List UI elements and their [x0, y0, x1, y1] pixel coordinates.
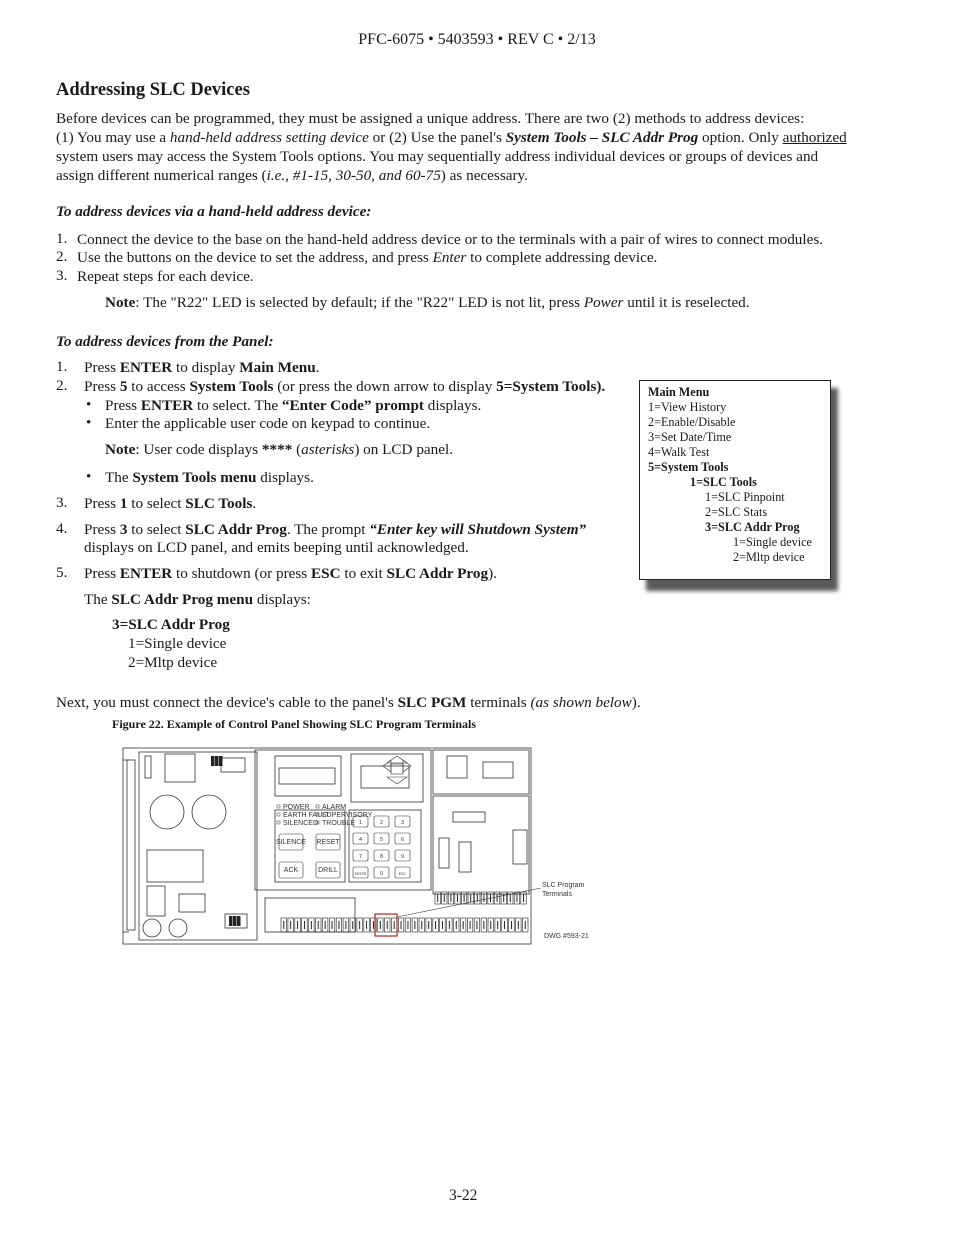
handheld-step-2-number: 2. [56, 248, 68, 265]
intro-line-4: assign different numerical ranges (i.e., #1-15, 30-50, and 60-75) as necessary. [56, 167, 528, 184]
keypad-key-label: 9 [400, 854, 405, 860]
bullet-2: • [86, 414, 92, 431]
keypad-key-label: 4 [358, 837, 363, 843]
menu-item: 1=View History [648, 400, 727, 414]
panel-step-4: Press 3 to select SLC Addr Prog. The prompt “Enter key will Shutdown System” [84, 521, 587, 538]
panel-step-5: Press ENTER to shutdown (or press ESC to exit SLC Addr Prog). [84, 565, 497, 582]
callout-label-2: Terminals [542, 891, 572, 898]
document-header: PFC-6075 • 5403593 • REV C • 2/13 [358, 31, 596, 48]
terminal [211, 756, 215, 766]
keypad-key-label: 2 [379, 820, 384, 826]
reset-key-label: RESET [316, 839, 340, 846]
menu-item: 1=Single device [733, 535, 812, 549]
keypad-key-label: ENTER [354, 872, 367, 876]
handheld-step-1: Connect the device to the base on the hand-held address device or to the terminals with a pair of wires to connect modules. [77, 231, 824, 248]
ack-key-label: ACK [283, 867, 299, 874]
handheld-step-3: Repeat steps for each device. [77, 268, 254, 285]
submenu-item-2: 2=Mltp device [128, 654, 218, 671]
keypad-key-label: ESC [398, 872, 407, 876]
panel-step-2-number: 2. [56, 377, 68, 394]
menu-item: 2=SLC Stats [705, 505, 768, 519]
panel-note: Note: User code displays **** (asterisks) on LCD panel. [105, 441, 454, 458]
menu-item: 1=SLC Tools [690, 475, 757, 489]
panel-outline [123, 748, 531, 944]
menu-item: 3=SLC Addr Prog [705, 520, 800, 534]
handheld-heading: To address devices via a hand-held address device: [56, 203, 372, 220]
led-label-alarm: ALARM [322, 804, 347, 811]
intro-line-2: (1) You may use a hand-held address setting device or (2) Use the panel's System Tools – SLC Addr Prog option. Only authorized [56, 129, 847, 146]
panel-bullet-3: The System Tools menu displays. [105, 469, 314, 486]
terminal [229, 916, 233, 926]
panel-step-1-number: 1. [56, 358, 68, 375]
panel-step-4-number: 4. [56, 520, 68, 537]
menu-item: 1=SLC Pinpoint [705, 490, 785, 504]
arrow-pad-drawing [383, 756, 411, 784]
handheld-step-1-number: 1. [56, 230, 68, 247]
keypad-key-label: 7 [358, 854, 363, 860]
keypad-key-label: 5 [379, 837, 384, 843]
submenu-item-1: 1=Single device [128, 635, 227, 652]
panel-step-4-cont: displays on LCD panel, and emits beeping until acknowledged. [84, 539, 469, 556]
terminal-strip [281, 918, 528, 932]
terminal [233, 916, 237, 926]
submenu-title: 3=SLC Addr Prog [112, 616, 230, 633]
bullet-3: • [86, 468, 92, 485]
bullet-1: • [86, 396, 92, 413]
terminal [215, 756, 219, 766]
panel-step-2: Press 5 to access System Tools (or press the down arrow to display 5=System Tools). [84, 378, 606, 395]
terminal [219, 756, 223, 766]
panel-step-1: Press ENTER to display Main Menu. [84, 359, 320, 376]
led-label-power: POWER [283, 804, 310, 811]
section-title: Addressing SLC Devices [56, 80, 250, 100]
menu-item: 2=Enable/Disable [648, 415, 736, 429]
menu-title: Main Menu [648, 385, 710, 399]
menu-item: 4=Walk Test [648, 445, 710, 459]
main-menu-box [639, 380, 831, 580]
menu-item: 3=Set Date/Time [648, 430, 732, 444]
drawing-number: DWG #593-21 [544, 933, 589, 940]
intro-paragraph [56, 109, 896, 185]
terminal [237, 916, 241, 926]
panel-bullet-1: Press ENTER to select. The “Enter Code” prompt displays. [105, 397, 482, 414]
led-label-supervisory: SUPERVISORY [322, 812, 373, 819]
next-paragraph: Next, you must connect the device's cable to the panel's SLC PGM terminals (as shown below). [56, 694, 641, 711]
panel-step-3-number: 3. [56, 494, 68, 511]
page-number: 3-22 [449, 1187, 478, 1204]
keypad-key-label: 1 [358, 820, 363, 826]
menu-item: 2=Mltp device [733, 550, 805, 564]
handheld-step-2: Use the buttons on the device to set the address, and press Enter to complete addressing device. [77, 249, 658, 266]
control-panel-drawing [121, 746, 589, 946]
keypad-key-label: 3 [400, 820, 405, 826]
led-label-earth-fault: EARTH FAULT [283, 812, 330, 819]
intro-line-1: Before devices can be programmed, they must be assigned a unique address. There are two (2) methods to address devices: [56, 110, 805, 127]
handheld-step-3-number: 3. [56, 267, 68, 284]
keypad-key-label: 8 [379, 854, 384, 860]
intro-line-3: system users may access the System Tools options. You may sequentially address individual devices or groups of devices and [56, 148, 819, 165]
handheld-note: Note: The "R22" LED is selected by default; if the "R22" LED is not lit, press Power until it is reselected. [105, 294, 750, 311]
keypad-key-label: 6 [400, 837, 405, 843]
keypad-key-label: 0 [379, 871, 384, 877]
callout-label-1: SLC Program [542, 882, 585, 889]
figure-caption: Figure 22. Example of Control Panel Showing SLC Program Terminals [112, 717, 477, 731]
panel-step-5-number: 5. [56, 564, 68, 581]
silence-key-label: SILENCE [276, 839, 306, 846]
menu-item: 5=System Tools [648, 460, 729, 474]
drill-key-label: DRILL [318, 867, 338, 874]
panel-bullet-2: Enter the applicable user code on keypad to continue. [105, 415, 431, 432]
panel-step-3: Press 1 to select SLC Tools. [84, 495, 257, 512]
led-label-silenced: SILENCED [283, 820, 319, 827]
panel-step-6: The SLC Addr Prog menu displays: [84, 591, 311, 608]
led-label-trouble: TROUBLE [322, 820, 356, 827]
panel-heading: To address devices from the Panel: [56, 333, 274, 350]
keypad-drawing [353, 816, 410, 878]
